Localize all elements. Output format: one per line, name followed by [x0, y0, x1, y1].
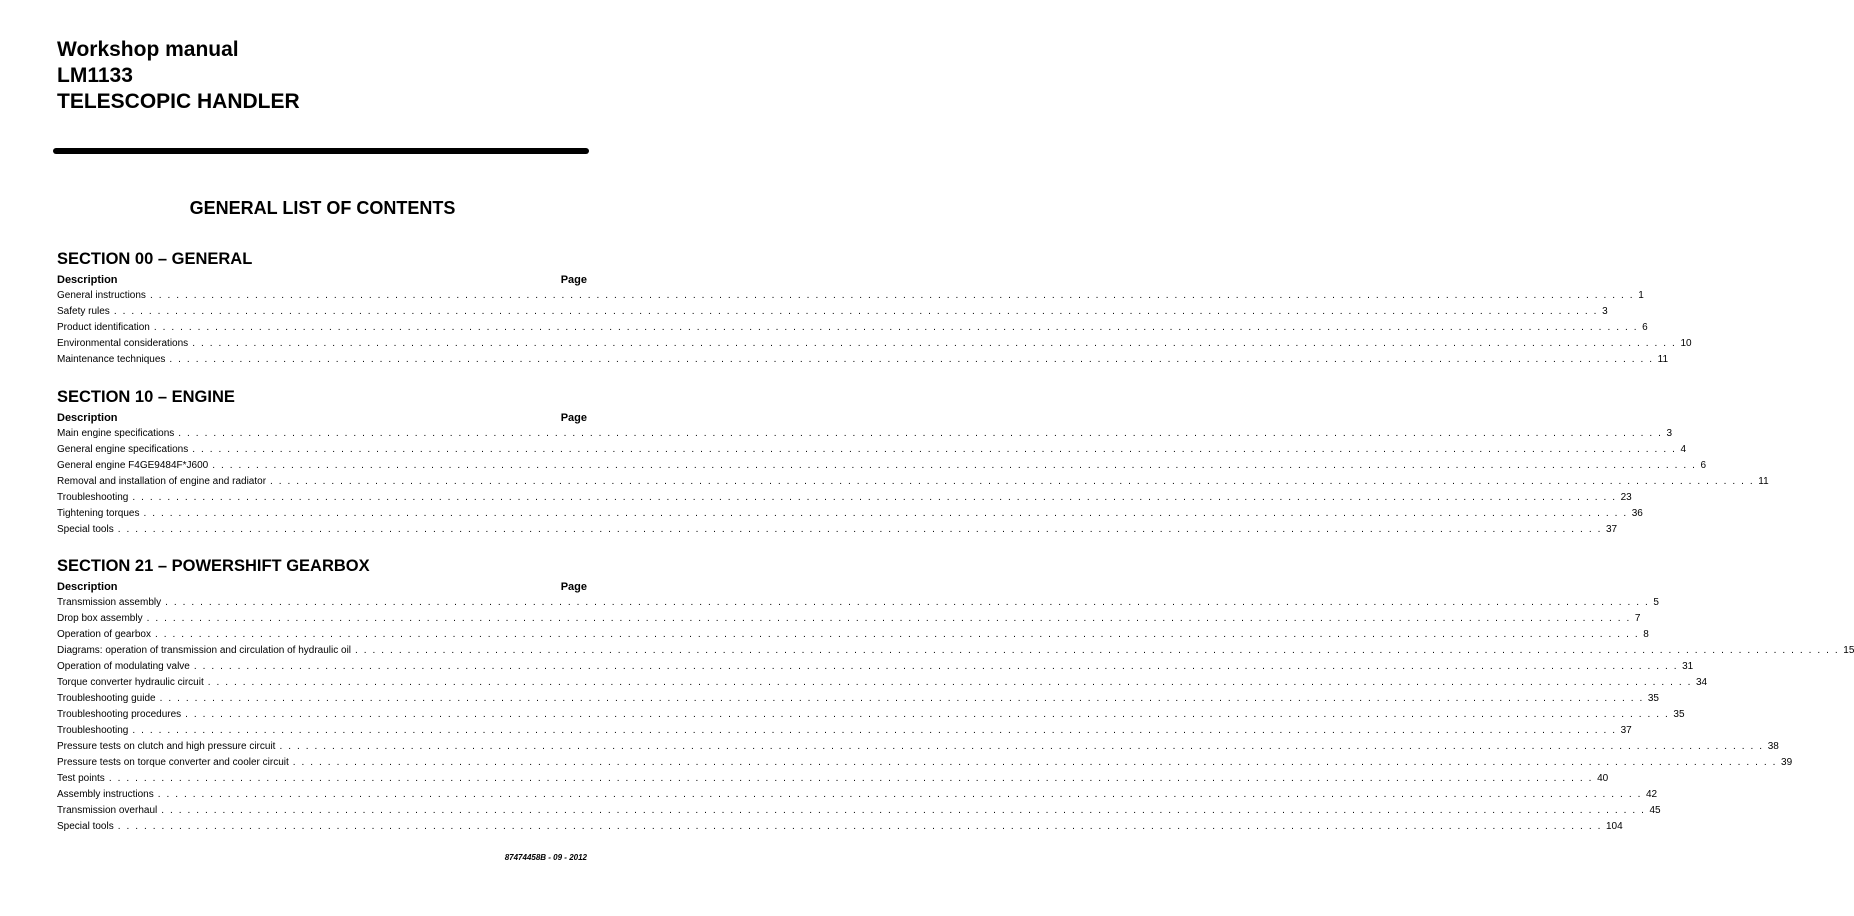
toc-entry-label: Operation of modulating valve	[57, 661, 190, 672]
toc-entry-page: 8	[1643, 629, 1649, 640]
toc-entry-label: Transmission overhaul	[57, 805, 158, 816]
toc-entry	[57, 723, 1632, 739]
toc-entry-label: Transmission assembly	[57, 597, 162, 608]
description-header: Description	[57, 581, 118, 593]
section-1	[57, 386, 1769, 538]
toc-leader-dots: . . . . . . . . . . . . . . . . . . . . . . . . . . . . . . . . . . . . . . . . . . . . . . . . . . . . . . . . . . . . . . . . . . . . . . . . . . . . . . . . . . . . . . . . . . . . . . . . . . . . . . . . . . . . . . . . . . . . . . . . . . . . . . . . . . . . . . . . . . . . . . . . . . . . . . . . . . . . . . . . . . . . . . . . . .	[185, 709, 1670, 720]
toc-entry-page: 45	[1649, 805, 1661, 816]
toc-entry-page: 35	[1647, 693, 1659, 704]
toc-entry-page: 23	[1620, 492, 1632, 503]
toc-entry-label: Tightening torques	[57, 508, 140, 519]
toc-entry-label: Troubleshooting	[57, 725, 129, 736]
toc-entry-page: 7	[1634, 613, 1641, 624]
section-0	[57, 248, 1692, 368]
toc-entry	[57, 352, 1669, 368]
toc-entry-label: Diagrams: operation of transmission and circulation of hydraulic oil	[57, 645, 352, 656]
toc-entry-page: 3	[1666, 428, 1673, 439]
toc-entry-page: 39	[1781, 757, 1793, 768]
toc-entry-label: General engine F4GE9484F*J600	[57, 460, 209, 471]
toc-entry	[57, 474, 1769, 490]
toc-entry-page: 35	[1673, 709, 1685, 720]
toc-leader-dots: . . . . . . . . . . . . . . . . . . . . . . . . . . . . . . . . . . . . . . . . . . . . . . . . . . . . . . . . . . . . . . . . . . . . . . . . . . . . . . . . . . . . . . . . . . . . . . . . . . . . . . . . . . . . . . . . . . . . . . . . . . . . . . . . . . . . . . . . . . . . . . . . . . . . . . . . . . . . . . . . . . . . . . . . . .	[292, 757, 1778, 768]
toc-entry	[57, 611, 1641, 627]
toc-entry-label: Safety rules	[57, 306, 110, 317]
toc-entry	[57, 659, 1694, 675]
toc-entry-label: Troubleshooting	[57, 492, 129, 503]
toc-leader-dots: . . . . . . . . . . . . . . . . . . . . . . . . . . . . . . . . . . . . . . . . . . . . . . . . . . . . . . . . . . . . . . . . . . . . . . . . . . . . . . . . . . . . . . . . . . . . . . . . . . . . . . . . . . . . . . . . . . . . . . . . . . . . . . . . . . . . . . . . . . . . . . . . . . . . . . . . . . . . . . . . . . . . . . . . . .	[108, 773, 1594, 784]
toc-entry-page: 40	[1597, 773, 1609, 784]
toc-entry-label: Main engine specifications	[57, 428, 175, 439]
toc-entry-page: 31	[1682, 661, 1694, 672]
toc-entry	[57, 595, 1659, 611]
toc-entry	[57, 288, 1644, 304]
toc-entry	[57, 755, 1793, 771]
toc-entry-label: Pressure tests on torque converter and cooler circuit	[57, 757, 289, 768]
toc-entry	[57, 675, 1708, 691]
section-title: SECTION 21 – POWERSHIFT GEARBOX	[57, 557, 370, 575]
description-header: Description	[57, 274, 118, 286]
toc-leader-dots: . . . . . . . . . . . . . . . . . . . . . . . . . . . . . . . . . . . . . . . . . . . . . . . . . . . . . . . . . . . . . . . . . . . . . . . . . . . . . . . . . . . . . . . . . . . . . . . . . . . . . . . . . . . . . . . . . . . . . . . . . . . . . . . . . . . . . . . . . . . . . . . . . . . . . . . . . . . . . . . . . . . . . . . . . .	[132, 725, 1617, 736]
column-header-row	[57, 272, 587, 288]
toc-leader-dots: . . . . . . . . . . . . . . . . . . . . . . . . . . . . . . . . . . . . . . . . . . . . . . . . . . . . . . . . . . . . . . . . . . . . . . . . . . . . . . . . . . . . . . . . . . . . . . . . . . . . . . . . . . . . . . . . . . . . . . . . . . . . . . . . . . . . . . . . . . . . . . . . . . . . . . . . . . . . . . . . . . . . . . . . . .	[192, 338, 1677, 349]
toc-leader-dots: . . . . . . . . . . . . . . . . . . . . . . . . . . . . . . . . . . . . . . . . . . . . . . . . . . . . . . . . . . . . . . . . . . . . . . . . . . . . . . . . . . . . . . . . . . . . . . . . . . . . . . . . . . . . . . . . . . . . . . . . . . . . . . . . . . . . . . . . . . . . . . . . . . . . . . . . . . . . . . . . . . . . . . . . . .	[161, 805, 1646, 816]
toc-leader-dots: . . . . . . . . . . . . . . . . . . . . . . . . . . . . . . . . . . . . . . . . . . . . . . . . . . . . . . . . . . . . . . . . . . . . . . . . . . . . . . . . . . . . . . . . . . . . . . . . . . . . . . . . . . . . . . . . . . . . . . . . . . . . . . . . . . . . . . . . . . . . . . . . . . . . . . . . . . . . . . . . . . . . . . . . . .	[270, 476, 1755, 487]
toc-leader-dots: . . . . . . . . . . . . . . . . . . . . . . . . . . . . . . . . . . . . . . . . . . . . . . . . . . . . . . . . . . . . . . . . . . . . . . . . . . . . . . . . . . . . . . . . . . . . . . . . . . . . . . . . . . . . . . . . . . . . . . . . . . . . . . . . . . . . . . . . . . . . . . . . . . . . . . . . . . . . . . . . . . . . . . . . . .	[212, 460, 1697, 471]
toc-entry-label: Pressure tests on clutch and high pressure circuit	[57, 741, 276, 752]
toc-entry-page: 6	[1642, 322, 1648, 333]
toc-leader-dots: . . . . . . . . . . . . . . . . . . . . . . . . . . . . . . . . . . . . . . . . . . . . . . . . . . . . . . . . . . . . . . . . . . . . . . . . . . . . . . . . . . . . . . . . . . . . . . . . . . . . . . . . . . . . . . . . . . . . . . . . . . . . . . . . . . . . . . . . . . . . . . . . . . . . . . . . . . . . . . . . . . . . . . . . . .	[154, 629, 1640, 640]
toc-leader-dots: . . . . . . . . . . . . . . . . . . . . . . . . . . . . . . . . . . . . . . . . . . . . . . . . . . . . . . . . . . . . . . . . . . . . . . . . . . . . . . . . . . . . . . . . . . . . . . . . . . . . . . . . . . . . . . . . . . . . . . . . . . . . . . . . . . . . . . . . . . . . . . . . . . . . . . . . . . . . . . . . . . . . . . . . . .	[178, 428, 1663, 439]
toc-entry-label: Maintenance techniques	[57, 354, 166, 365]
description-header: Description	[57, 412, 118, 424]
toc-entry-page: 4	[1680, 444, 1687, 455]
toc-leader-dots: . . . . . . . . . . . . . . . . . . . . . . . . . . . . . . . . . . . . . . . . . . . . . . . . . . . . . . . . . . . . . . . . . . . . . . . . . . . . . . . . . . . . . . . . . . . . . . . . . . . . . . . . . . . . . . . . . . . . . . . . . . . . . . . . . . . . . . . . . . . . . . . . . . . . . . . . . . . . . . . . . . . . . . . . . .	[132, 492, 1617, 503]
toc-entry-label: Drop box assembly	[57, 613, 143, 624]
toc-entry	[57, 458, 1707, 474]
toc-entry	[57, 691, 1659, 707]
toc-entry	[57, 522, 1618, 538]
toc-entry	[57, 803, 1661, 819]
toc-entry-page: 11	[1657, 354, 1669, 365]
toc-entry	[57, 320, 1648, 336]
document-header	[57, 37, 300, 115]
toc-leader-dots: . . . . . . . . . . . . . . . . . . . . . . . . . . . . . . . . . . . . . . . . . . . . . . . . . . . . . . . . . . . . . . . . . . . . . . . . . . . . . . . . . . . . . . . . . . . . . . . . . . . . . . . . . . . . . . . . . . . . . . . . . . . . . . . . . . . . . . . . . . . . . . . . . . . . . . . . . . . . . . . . . . . . . . . . . .	[146, 613, 1631, 624]
toc-entry-label: Assembly instructions	[57, 789, 154, 800]
toc-entry-label: Product identification	[57, 322, 150, 333]
toc-entry	[57, 442, 1687, 458]
toc-entry	[57, 707, 1685, 723]
toc-leader-dots: . . . . . . . . . . . . . . . . . . . . . . . . . . . . . . . . . . . . . . . . . . . . . . . . . . . . . . . . . . . . . . . . . . . . . . . . . . . . . . . . . . . . . . . . . . . . . . . . . . . . . . . . . . . . . . . . . . . . . . . . . . . . . . . . . . . . . . . . . . . . . . . . . . . . . . . . . . . . . . . . . . . . . . . . . .	[169, 354, 1654, 365]
page-header: Page	[560, 581, 587, 593]
toc-entry	[57, 771, 1609, 787]
toc-leader-dots: . . . . . . . . . . . . . . . . . . . . . . . . . . . . . . . . . . . . . . . . . . . . . . . . . . . . . . . . . . . . . . . . . . . . . . . . . . . . . . . . . . . . . . . . . . . . . . . . . . . . . . . . . . . . . . . . . . . . . . . . . . . . . . . . . . . . . . . . . . . . . . . . . . . . . . . . . . . . . . . . . . . . . . . . . .	[117, 524, 1602, 535]
toc-leader-dots: . . . . . . . . . . . . . . . . . . . . . . . . . . . . . . . . . . . . . . . . . . . . . . . . . . . . . . . . . . . . . . . . . . . . . . . . . . . . . . . . . . . . . . . . . . . . . . . . . . . . . . . . . . . . . . . . . . . . . . . . . . . . . . . . . . . . . . . . . . . . . . . . . . . . . . . . . . . . . . . . . . . . . . . . . .	[165, 597, 1650, 608]
toc-leader-dots: . . . . . . . . . . . . . . . . . . . . . . . . . . . . . . . . . . . . . . . . . . . . . . . . . . . . . . . . . . . . . . . . . . . . . . . . . . . . . . . . . . . . . . . . . . . . . . . . . . . . . . . . . . . . . . . . . . . . . . . . . . . . . . . . . . . . . . . . . . . . . . . . . . . . . . . . . . . . . . . . . . . . . . . . . .	[113, 306, 1599, 317]
toc-entry	[57, 627, 1649, 643]
toc-entry-page: 1	[1638, 290, 1644, 301]
toc-leader-dots: . . . . . . . . . . . . . . . . . . . . . . . . . . . . . . . . . . . . . . . . . . . . . . . . . . . . . . . . . . . . . . . . . . . . . . . . . . . . . . . . . . . . . . . . . . . . . . . . . . . . . . . . . . . . . . . . . . . . . . . . . . . . . . . . . . . . . . . . . . . . . . . . . . . . . . . . . . . . . . . . . . . . . . . . . .	[159, 693, 1644, 704]
toc-entry-label: Removal and installation of engine and radiator	[57, 476, 267, 487]
toc-leader-dots: . . . . . . . . . . . . . . . . . . . . . . . . . . . . . . . . . . . . . . . . . . . . . . . . . . . . . . . . . . . . . . . . . . . . . . . . . . . . . . . . . . . . . . . . . . . . . . . . . . . . . . . . . . . . . . . . . . . . . . . . . . . . . . . . . . . . . . . . . . . . . . . . . . . . . . . . . . . . . . . . . . . . . . . . . .	[143, 508, 1628, 519]
toc-entry-label: General engine specifications	[57, 444, 189, 455]
toc-entry	[57, 819, 1623, 835]
document-code: 87474458B - 09 - 2012	[504, 853, 587, 862]
toc-leader-dots: . . . . . . . . . . . . . . . . . . . . . . . . . . . . . . . . . . . . . . . . . . . . . . . . . . . . . . . . . . . . . . . . . . . . . . . . . . . . . . . . . . . . . . . . . . . . . . . . . . . . . . . . . . . . . . . . . . . . . . . . . . . . . . . . . . . . . . . . . . . . . . . . . . . . . . . . . . . . . . . . . . . . . . . . . .	[153, 322, 1639, 333]
section-title: SECTION 10 – ENGINE	[57, 388, 235, 406]
section-title: SECTION 00 – GENERAL	[57, 250, 253, 268]
toc-entry	[57, 787, 1658, 803]
toc-entry	[57, 739, 1779, 755]
column-header-row	[57, 579, 587, 595]
header-divider	[53, 148, 589, 154]
page-header: Page	[560, 274, 587, 286]
toc-leader-dots: . . . . . . . . . . . . . . . . . . . . . . . . . . . . . . . . . . . . . . . . . . . . . . . . . . . . . . . . . . . . . . . . . . . . . . . . . . . . . . . . . . . . . . . . . . . . . . . . . . . . . . . . . . . . . . . . . . . . . . . . . . . . . . . . . . . . . . . . . . . . . . . . . . . . . . . . . . . . . . . . . . . . . . . . . .	[117, 821, 1602, 832]
toc-entry	[57, 426, 1673, 442]
toc-entry-label: Operation of gearbox	[57, 629, 151, 640]
toc-entry-label: Environmental considerations	[57, 338, 189, 349]
toc-leader-dots: . . . . . . . . . . . . . . . . . . . . . . . . . . . . . . . . . . . . . . . . . . . . . . . . . . . . . . . . . . . . . . . . . . . . . . . . . . . . . . . . . . . . . . . . . . . . . . . . . . . . . . . . . . . . . . . . . . . . . . . . . . . . . . . . . . . . . . . . . . . . . . . . . . . . . . . . . . . . . . . . . . . . . . . . . .	[149, 290, 1635, 301]
section-2	[57, 555, 1854, 835]
toc-entry-page: 6	[1700, 460, 1707, 471]
toc-entry-page: 36	[1631, 508, 1643, 519]
column-header-row	[57, 410, 587, 426]
toc-entry-page: 5	[1653, 597, 1659, 608]
toc-entry-label: Special tools	[57, 524, 114, 535]
toc-entry-page: 104	[1605, 821, 1623, 832]
contents-title: GENERAL LIST OF CONTENTS	[189, 198, 456, 218]
toc-entry	[57, 643, 1854, 659]
toc-leader-dots: . . . . . . . . . . . . . . . . . . . . . . . . . . . . . . . . . . . . . . . . . . . . . . . . . . . . . . . . . . . . . . . . . . . . . . . . . . . . . . . . . . . . . . . . . . . . . . . . . . . . . . . . . . . . . . . . . . . . . . . . . . . . . . . . . . . . . . . . . . . . . . . . . . . . . . . . . . . . . . . . . . . . . . . . . .	[207, 677, 1692, 688]
toc-entry	[57, 506, 1643, 522]
toc-entry-label: Torque converter hydraulic circuit	[57, 677, 204, 688]
header-model: LM1133	[57, 64, 133, 87]
toc-leader-dots: . . . . . . . . . . . . . . . . . . . . . . . . . . . . . . . . . . . . . . . . . . . . . . . . . . . . . . . . . . . . . . . . . . . . . . . . . . . . . . . . . . . . . . . . . . . . . . . . . . . . . . . . . . . . . . . . . . . . . . . . . . . . . . . . . . . . . . . . . . . . . . . . . . . . . . . . . . . . . . . . . . . . . . . . . .	[192, 444, 1677, 455]
header-product: TELESCOPIC HANDLER	[57, 90, 300, 113]
toc-entry-page: 37	[1605, 524, 1618, 535]
toc-entry-page: 38	[1767, 741, 1779, 752]
toc-entry-page: 42	[1645, 789, 1658, 800]
toc-entry-page: 15	[1843, 645, 1854, 656]
toc-entry-page: 34	[1695, 677, 1708, 688]
toc-entry-label: Troubleshooting guide	[57, 693, 156, 704]
toc-entry-label: Test points	[57, 773, 105, 784]
toc-entry-label: Special tools	[57, 821, 114, 832]
toc-leader-dots: . . . . . . . . . . . . . . . . . . . . . . . . . . . . . . . . . . . . . . . . . . . . . . . . . . . . . . . . . . . . . . . . . . . . . . . . . . . . . . . . . . . . . . . . . . . . . . . . . . . . . . . . . . . . . . . . . . . . . . . . . . . . . . . . . . . . . . . . . . . . . . . . . . . . . . . . . . . . . . . . . . . . . . . . . .	[157, 789, 1642, 800]
header-title: Workshop manual	[57, 38, 239, 61]
toc-entry	[57, 490, 1632, 506]
toc-leader-dots: . . . . . . . . . . . . . . . . . . . . . . . . . . . . . . . . . . . . . . . . . . . . . . . . . . . . . . . . . . . . . . . . . . . . . . . . . . . . . . . . . . . . . . . . . . . . . . . . . . . . . . . . . . . . . . . . . . . . . . . . . . . . . . . . . . . . . . . . . . . . . . . . . . . . . . . . . . . . . . . . . . . . . . . . . .	[193, 661, 1679, 672]
toc-entry-page: 10	[1680, 338, 1692, 349]
toc-entry-label: Troubleshooting procedures	[57, 709, 182, 720]
toc-entry	[57, 336, 1692, 352]
toc-entry-page: 37	[1620, 725, 1632, 736]
toc-leader-dots: . . . . . . . . . . . . . . . . . . . . . . . . . . . . . . . . . . . . . . . . . . . . . . . . . . . . . . . . . . . . . . . . . . . . . . . . . . . . . . . . . . . . . . . . . . . . . . . . . . . . . . . . . . . . . . . . . . . . . . . . . . . . . . . . . . . . . . . . . . . . . . . . . . . . . . . . . . . . . . . . . . . . . . . . . .	[355, 645, 1840, 656]
toc-entry-page: 11	[1758, 476, 1769, 487]
toc-leader-dots: . . . . . . . . . . . . . . . . . . . . . . . . . . . . . . . . . . . . . . . . . . . . . . . . . . . . . . . . . . . . . . . . . . . . . . . . . . . . . . . . . . . . . . . . . . . . . . . . . . . . . . . . . . . . . . . . . . . . . . . . . . . . . . . . . . . . . . . . . . . . . . . . . . . . . . . . . . . . . . . . . . . . . . . . . .	[279, 741, 1764, 752]
page-header: Page	[560, 412, 587, 424]
toc-entry-page: 3	[1602, 306, 1608, 317]
toc-entry	[57, 304, 1608, 320]
toc-entry-label: General instructions	[57, 290, 146, 301]
